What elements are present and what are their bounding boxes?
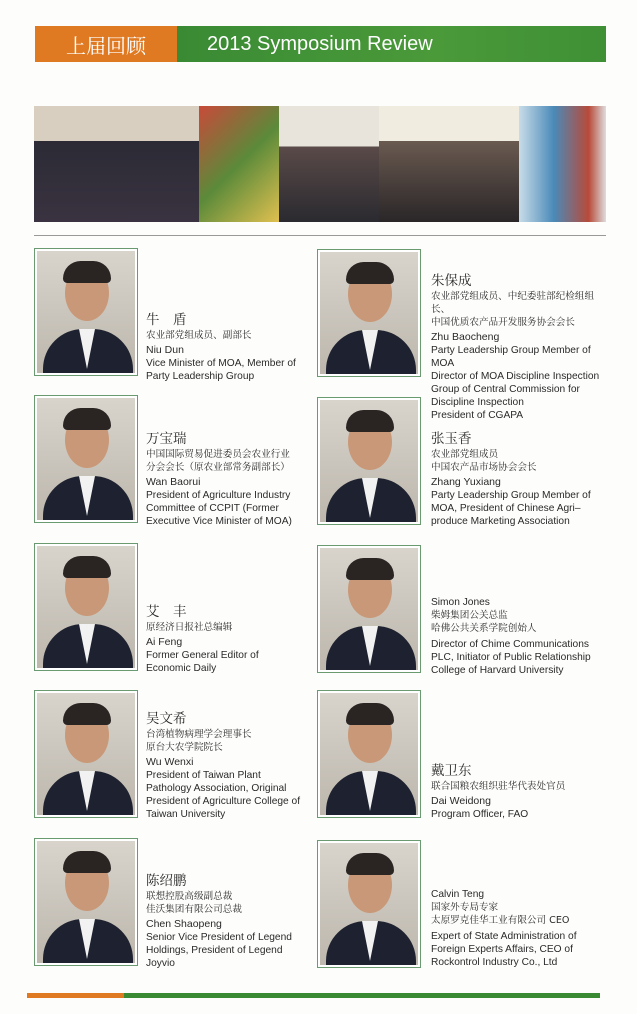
portrait-photo [34,838,138,966]
title-cn: 原经济日报社总编辑 [146,622,233,633]
title-cn: 柴姆集团公关总监 [431,610,508,621]
name-en: Zhu Baocheng [431,331,500,343]
title-en: Director of Chime Communications [431,639,589,650]
speaker-info [431,273,603,422]
footer-bar [27,993,600,998]
title-en: MOA, President of Chinese Agri– [431,503,581,514]
title-en: PLC, Initiator of Public Relationship [431,652,591,663]
portrait-photo [317,249,421,377]
name-cn: 陈绍鹏 [146,873,187,889]
name-cn: 牛 盾 [146,312,187,328]
name-en: Ai Feng [146,636,183,648]
title-en: College of Harvard University [431,665,564,676]
title-en: Pathology Association, Original [146,783,287,794]
event-photo-hall [379,106,519,222]
title-cn: 中国国际贸易促进委员会农业行业 [146,449,290,460]
title-cn: 原台大农学院院长 [146,742,223,753]
title-en: Discipline Inspection [431,397,524,408]
title-en: Former General Editor of [146,650,259,661]
title-en: Rockontrol Industry Co., Ltd [431,957,558,968]
name-en: Chen Shaopeng [146,918,222,930]
name-cn: 朱保成 [431,273,472,289]
title-en: President of Agriculture Industry [146,490,291,501]
name-en: Wu Wenxi [146,756,194,768]
portrait-photo [317,545,421,673]
portrait-photo [34,690,138,818]
section-header [35,26,606,62]
title-cn: 分会会长（原农业部常务副部长） [146,462,290,473]
name-en: Simon Jones [431,597,490,608]
portrait-photo [317,840,421,968]
name-en: Zhang Yuxiang [431,476,501,488]
portrait-photo [317,690,421,818]
title-en: Foreign Experts Affairs, CEO of [431,944,573,955]
name-cn: 万宝瑞 [146,431,187,447]
event-photo-produce [199,106,279,222]
title-en: Holdings, President of Legend [146,945,283,956]
header-title-en: 2013 Symposium Review [177,26,606,62]
title-cn: 太原罗克佳华工业有限公司 CEO [431,915,570,926]
title-en: Director of MOA Discipline Inspection [431,371,600,382]
title-en: Party Leadership Group Member of [431,490,591,501]
event-photo-officials [34,106,199,222]
title-en: Vice Minister of MOA, Member of [146,358,296,369]
speaker-info [146,312,318,383]
name-cn: 张玉香 [431,431,472,447]
title-en: Program Officer, FAO [431,809,529,820]
title-en: President of Taiwan Plant [146,770,261,781]
title-en: President of Agriculture College of [146,796,301,807]
event-photo-exhibit [519,106,606,222]
name-cn: 艾 丰 [146,604,187,620]
speaker-info [146,431,318,528]
title-en: Executive Vice Minister of MOA) [146,516,292,527]
speaker-info [431,596,603,677]
portrait-photo [34,395,138,523]
name-en: Dai Weidong [431,795,491,807]
speaker-info [146,711,318,821]
speaker-info [431,888,603,969]
title-en: Expert of State Administration of [431,931,577,942]
title-en: Committee of CCPIT (Former [146,503,279,514]
title-en: Taiwan University [146,809,226,820]
title-cn: 哈佛公共关系学院创始人 [431,623,537,634]
header-title-cn: 上届回顾 [35,26,177,62]
title-cn: 佳沃集团有限公司总裁 [146,904,242,915]
title-cn: 农业部党组成员、副部长 [146,330,252,341]
name-cn: 吴文希 [146,711,187,727]
title-en: Party Leadership Group Member of MOA [431,345,591,369]
name-en: Wan Baorui [146,476,201,488]
speaker-info [431,431,603,528]
name-cn: 戴卫东 [431,763,472,779]
title-en: President of CGAPA [431,410,524,421]
name-en: Calvin Teng [431,889,485,900]
title-en: produce Marketing Association [431,516,570,527]
title-cn: 联想控股高级副总裁 [146,891,233,902]
title-en: Joyvio [146,958,175,969]
title-cn: 国家外专局专家 [431,902,499,913]
portrait-photo [34,543,138,671]
title-en: Economic Daily [146,663,217,674]
speaker-info [146,873,318,970]
title-en: Senior Vice President of Legend [146,932,292,943]
title-en: Party Leadership Group [146,371,255,382]
title-cn: 中国优质农产品开发服务协会会长 [431,317,575,328]
title-cn: 联合国粮农组织驻华代表处官员 [431,781,566,792]
divider [34,235,606,236]
name-en: Niu Dun [146,344,184,356]
event-photo-booth [279,106,379,222]
speaker-info [431,763,603,821]
event-photo-strip [34,106,606,222]
title-cn: 中国农产品市场协会会长 [431,462,537,473]
title-cn: 台湾植物病理学会理事长 [146,729,252,740]
title-en: Group of Central Commission for [431,384,580,395]
speaker-info [146,604,318,675]
title-cn: 农业部党组成员、中纪委驻部纪检组组长、 [431,291,595,315]
portrait-photo [317,397,421,525]
title-cn: 农业部党组成员 [431,449,499,460]
portrait-photo [34,248,138,376]
